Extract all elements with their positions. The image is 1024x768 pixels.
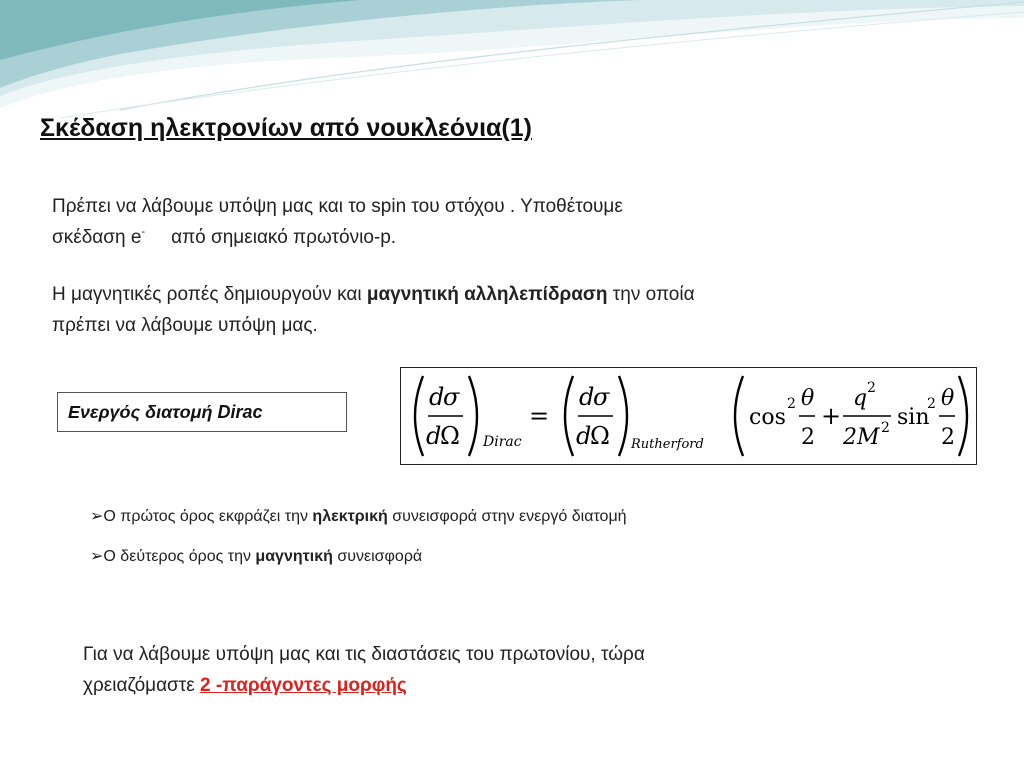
electron-charge-sup: - xyxy=(141,226,146,238)
paren-right-2 xyxy=(619,376,627,456)
slide-title: Σκέδαση ηλεκτρονίων από νουκλεόνια(1) xyxy=(40,114,532,142)
cos-theta: θ xyxy=(801,386,815,411)
num-sigma-1: σ xyxy=(443,383,460,411)
paren-right-3 xyxy=(959,376,967,456)
bullet-text: συνεισφορά στην ενεργό διατομή xyxy=(387,508,627,525)
den-d-1: d xyxy=(426,422,442,450)
magnetic-text-a: Η μαγνητικές ροπές δημιουργούν και xyxy=(52,284,367,305)
form-factors-highlight: 2 -παράγοντες μορφής xyxy=(200,675,407,696)
electron-text: σκέδαση e xyxy=(52,227,142,248)
paragraph-form-factors-line1: Για να λάβουμε υπόψη μας και τις διαστάσεις του πρωτονίου, τώρα xyxy=(83,644,645,665)
q-square: 2 xyxy=(867,380,876,396)
den-omega-1: Ω xyxy=(440,422,460,450)
header-wave-decoration xyxy=(0,0,1024,120)
bullet-text: Ο δεύτερος όρος την xyxy=(103,548,256,565)
bullet-bold: ηλεκτρική xyxy=(312,508,388,525)
paragraph-spin-line1: Πρέπει να λάβουμε υπόψη μας και το spin του στόχου . Υποθέτουμε xyxy=(52,196,623,217)
plus-sign: + xyxy=(821,402,842,430)
cos-square: 2 xyxy=(787,396,796,412)
paragraph-form-factors-line2 xyxy=(83,670,645,701)
bullet-text: Ο πρώτος όρος εκφράζει την xyxy=(103,508,313,525)
sub-dirac: Dirac xyxy=(483,434,522,450)
sin-theta: θ xyxy=(941,386,955,411)
den-omega-2: Ω xyxy=(590,422,610,450)
sin-two: 2 xyxy=(941,425,955,450)
point-proton-text: από σημειακό πρωτόνιο-p. xyxy=(171,227,397,248)
bullet-bold: μαγνητική xyxy=(255,548,333,565)
bullet-text: συνεισφορά xyxy=(332,548,423,565)
magnetic-text-b: την οποία xyxy=(607,284,695,305)
num-sigma-2: σ xyxy=(593,383,610,411)
bullet-electric-term xyxy=(90,506,627,526)
paragraph-spin xyxy=(52,191,623,253)
twoM-den: 2M xyxy=(843,425,880,450)
num-d-2: d xyxy=(579,383,595,411)
equals-sign: = xyxy=(529,402,550,430)
paren-left-3 xyxy=(735,376,743,456)
sin-square: 2 xyxy=(927,396,936,412)
bullet-magnetic-term xyxy=(90,546,422,566)
cos-label: cos xyxy=(749,405,786,430)
magnetic-interaction-bold: μαγνητική αλληλεπίδραση xyxy=(366,284,608,305)
paren-left-2 xyxy=(565,376,573,456)
paragraph-spin-line2 xyxy=(52,222,623,253)
M-square: 2 xyxy=(881,420,890,436)
paragraph-magnetic-line1 xyxy=(52,279,695,310)
sub-rutherford: Rutherford xyxy=(631,437,704,452)
form-factors-text: χρειαζόμαστε xyxy=(83,675,201,696)
paren-right-1 xyxy=(469,376,477,456)
dirac-cross-section-label: Ενεργός διατομή Dirac xyxy=(57,392,347,432)
paragraph-magnetic xyxy=(52,279,695,341)
arrow-bullet-icon: ➢ xyxy=(90,508,104,525)
arrow-bullet-icon: ➢ xyxy=(90,548,104,565)
cos-two: 2 xyxy=(801,425,815,450)
paren-left-1 xyxy=(415,376,423,456)
paragraph-form-factors xyxy=(83,639,645,701)
q-num: q xyxy=(853,386,868,411)
paragraph-magnetic-line2: πρέπει να λάβουμε υπόψη μας. xyxy=(52,315,318,336)
sin-label: sin xyxy=(897,405,930,430)
num-d-1: d xyxy=(429,383,445,411)
dirac-formula xyxy=(400,367,977,465)
den-d-2: d xyxy=(576,422,592,450)
